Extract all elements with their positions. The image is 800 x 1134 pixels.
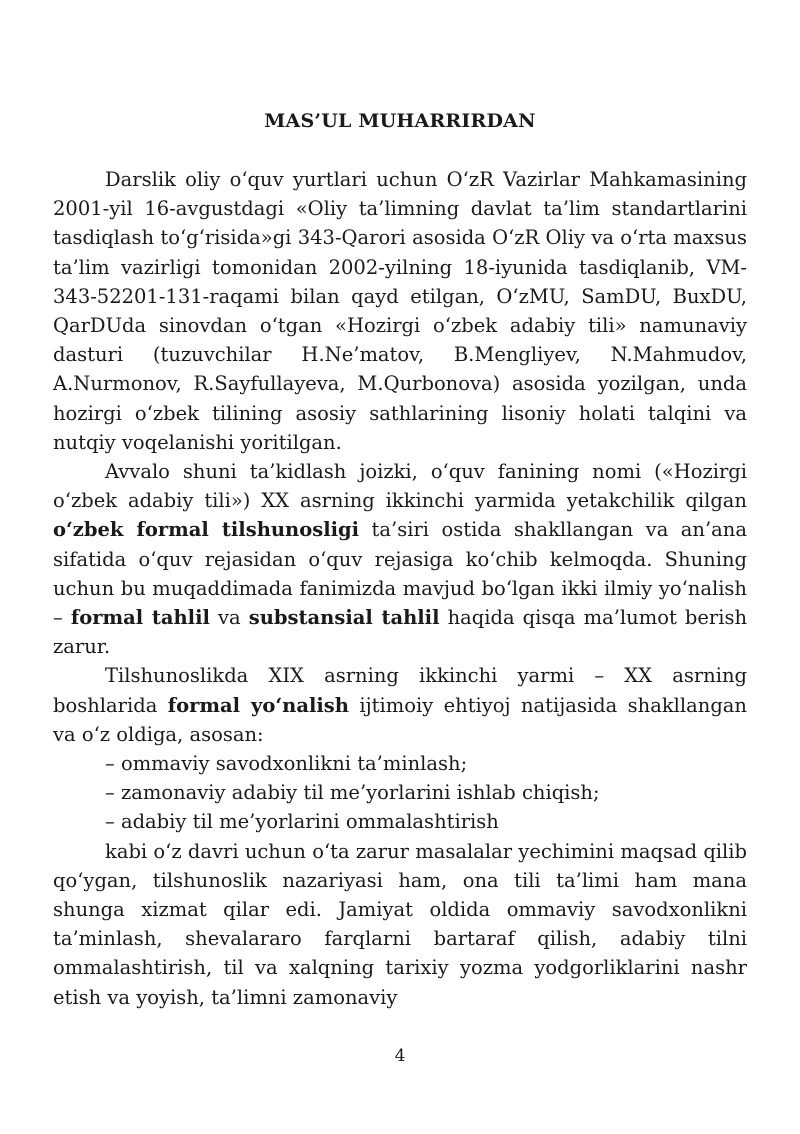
term-substantial-analysis: substansial tahlil (248, 606, 440, 630)
term-formal-direction: formal yo‘nalish (167, 693, 349, 717)
paragraph-3-text-1: Tilshunoslikda XIX asrning ikkinchi yarmi – XX asrning boshlarida (53, 664, 747, 717)
page-title: MAS’UL MUHARRIRDAN (264, 110, 536, 132)
paragraph-4: kabi o‘z davri uchun o‘ta zarur masalalar yechimini maqsad qilib qo‘ygan, tilshunoslik nazariyasi ham, ona tili ta’limi ham mana shunga xizmat qilar edi. Jamiyat oldida ommaviy savodxonlikni ta’minlash, shevalararo farqlarni bartaraf qilish, adabiy tilni ommalashtirish, til va xalqning tarixiy yozma yodgorliklarini nashr etish va yoyish, ta’limni zamonaviy (53, 839, 747, 1009)
term-uzbek-formal-linguistics: o‘zbek formal tilshunosligi (53, 518, 360, 542)
body-text (53, 165, 747, 1012)
paragraph-2-text-3: va (209, 606, 249, 630)
paragraph-1: Darslik oliy o‘quv yurtlari uchun O‘zR Vazirlar Mahkamasining 2001-yil 16-avgustdagi «Oliy ta’limning davlat ta’lim standartlarini tasdiqlash to‘g‘risida»gi 343-Qarori asosida O‘zR Oliy va o‘rta maxsus ta’lim vazirligi tomonidan 2002-yilning 18-iyunida tasdiqlanib, VM-343-52201-131-raqami bilan qayd etilgan, O‘zMU, SamDU, BuxDU, QarDUda sinovdan o‘tgan «Hozirgi o‘zbek adabiy tili» namunaviy dasturi (tuzuvchilar H.Ne’matov, B.Mengliyev, N.Mahmudov, A.Nurmonov, R.Sayfullayeva, M.Qurbonova) asosida yozilgan, unda hozirgi o‘zbek tilining asosiy sathlarining lisoniy holati talqini va nutqiy voqelanishi yoritilgan. (53, 168, 747, 454)
list-item: – zamonaviy adabiy til me’yorlarini ishlab chiqish; (105, 781, 600, 805)
paragraph-2-text-4: haqida qisqa ma’lumot berish zarur. (53, 606, 748, 659)
page-number: 4 (394, 1046, 406, 1066)
paragraph-3-text-2: ijtimoiy ehtiyoj natijasida shakllangan va o‘z oldiga, asosan: (53, 693, 747, 746)
paragraph-3 (53, 661, 747, 749)
paragraph-2-text-2: ta’siri ostida shakllangan va an’ana sifatida o‘quv rejasidan o‘quv rejasiga ko‘chib kelmoqda. Shuning uchun bu muqaddimada fanimizda mavjud bo‘lgan ikki ilmiy yo‘nalish – (53, 518, 747, 630)
paragraph-2-text-1: Avvalo shuni ta’kidlash joizki, o‘quv fanining nomi («Hozirgi o‘zbek adabiy tili») XX asrning ikkinchi yarmida yetakchilik qilgan (53, 460, 747, 513)
list-item: – ommaviy savodxonlikni ta’minlash; (105, 752, 468, 776)
term-formal-analysis: formal tahlil (70, 606, 210, 630)
paragraph-2 (53, 457, 747, 661)
list-item: – adabiy til me’yorlarini ommalashtirish (105, 810, 499, 834)
